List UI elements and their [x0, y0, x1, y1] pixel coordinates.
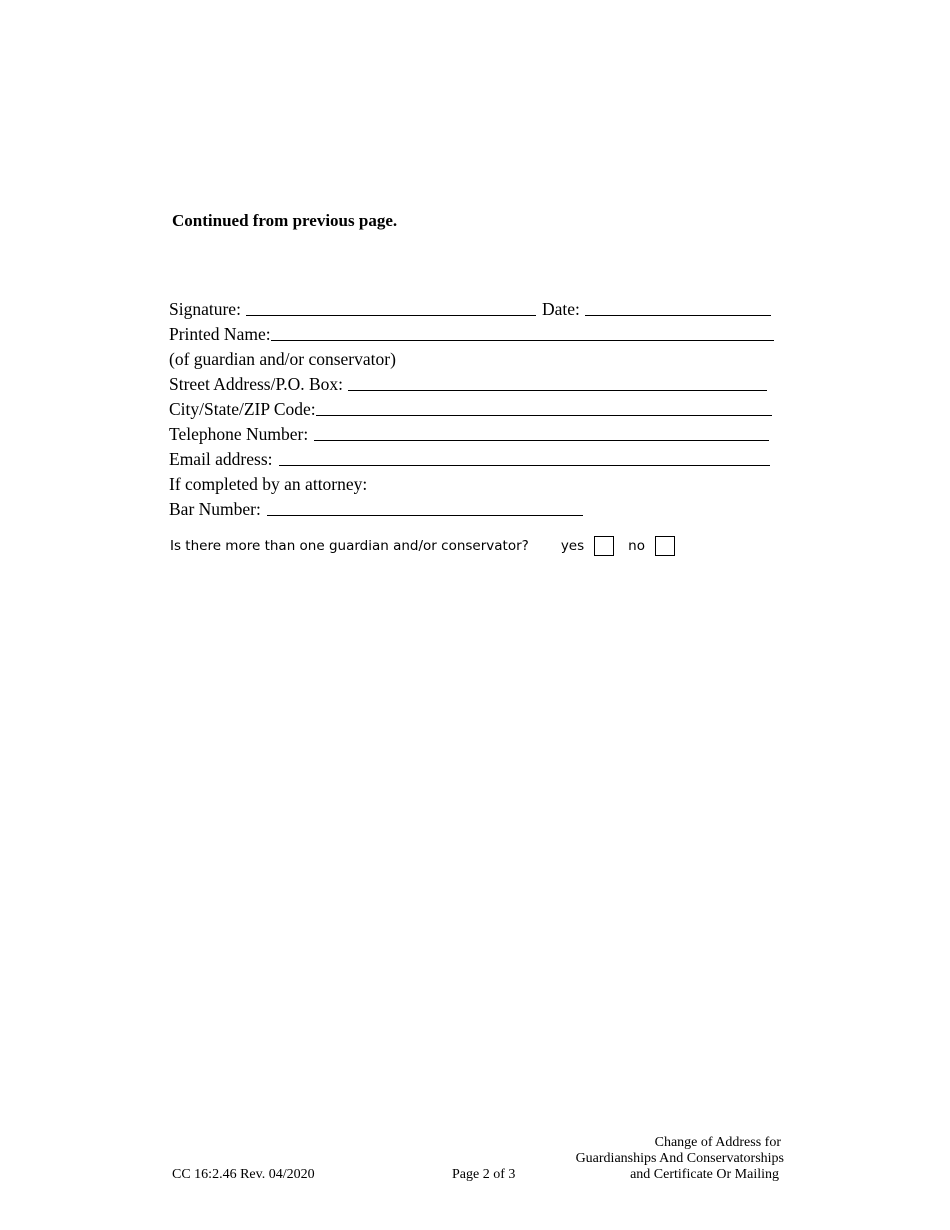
printed-name-label: Printed Name:: [169, 324, 271, 344]
date-label: Date:: [541, 299, 580, 319]
email-label: Email address:: [169, 449, 273, 469]
signature-label: Signature:: [169, 299, 241, 319]
no-checkbox[interactable]: [655, 536, 675, 556]
date-field[interactable]: [585, 298, 771, 316]
city-state-zip-field[interactable]: [316, 398, 772, 416]
bar-number-label: Bar Number:: [169, 499, 261, 519]
bar-number-row: [169, 498, 583, 520]
street-address-row: [169, 373, 767, 395]
signature-field[interactable]: [246, 298, 536, 316]
no-label: no: [628, 538, 645, 554]
printed-name-field[interactable]: [271, 323, 774, 341]
printed-name-note: (of guardian and/or conservator): [169, 349, 396, 369]
telephone-row: [169, 423, 769, 445]
form-title-line2: Guardianships And Conservatorships: [575, 1151, 784, 1166]
question-text: Is there more than one guardian and/or conservator?: [170, 538, 529, 554]
street-address-field[interactable]: [348, 373, 767, 391]
form-title-line1: Change of Address for: [654, 1135, 781, 1150]
page-number: Page 2 of 3: [452, 1167, 516, 1182]
street-address-label: Street Address/P.O. Box:: [169, 374, 344, 394]
signature-row: [169, 298, 771, 320]
form-number: CC 16:2.46 Rev. 04/2020: [172, 1167, 315, 1182]
bar-number-field[interactable]: [267, 498, 583, 516]
telephone-field[interactable]: [314, 423, 769, 441]
attorney-note: If completed by an attorney:: [169, 474, 368, 494]
email-row: [169, 448, 770, 470]
email-field[interactable]: [279, 448, 770, 466]
multiple-guardians-question: [170, 536, 675, 556]
yes-checkbox[interactable]: [594, 536, 614, 556]
form-title-line3: and Certificate Or Mailing: [630, 1167, 779, 1182]
form-title: [576, 1135, 784, 1183]
yes-label: yes: [560, 538, 585, 554]
city-state-zip-row: [169, 398, 772, 420]
continued-heading: Continued from previous page.: [172, 211, 398, 230]
city-state-zip-label: City/State/ZIP Code:: [169, 399, 316, 419]
telephone-label: Telephone Number:: [169, 424, 309, 444]
printed-name-row: [169, 323, 774, 345]
